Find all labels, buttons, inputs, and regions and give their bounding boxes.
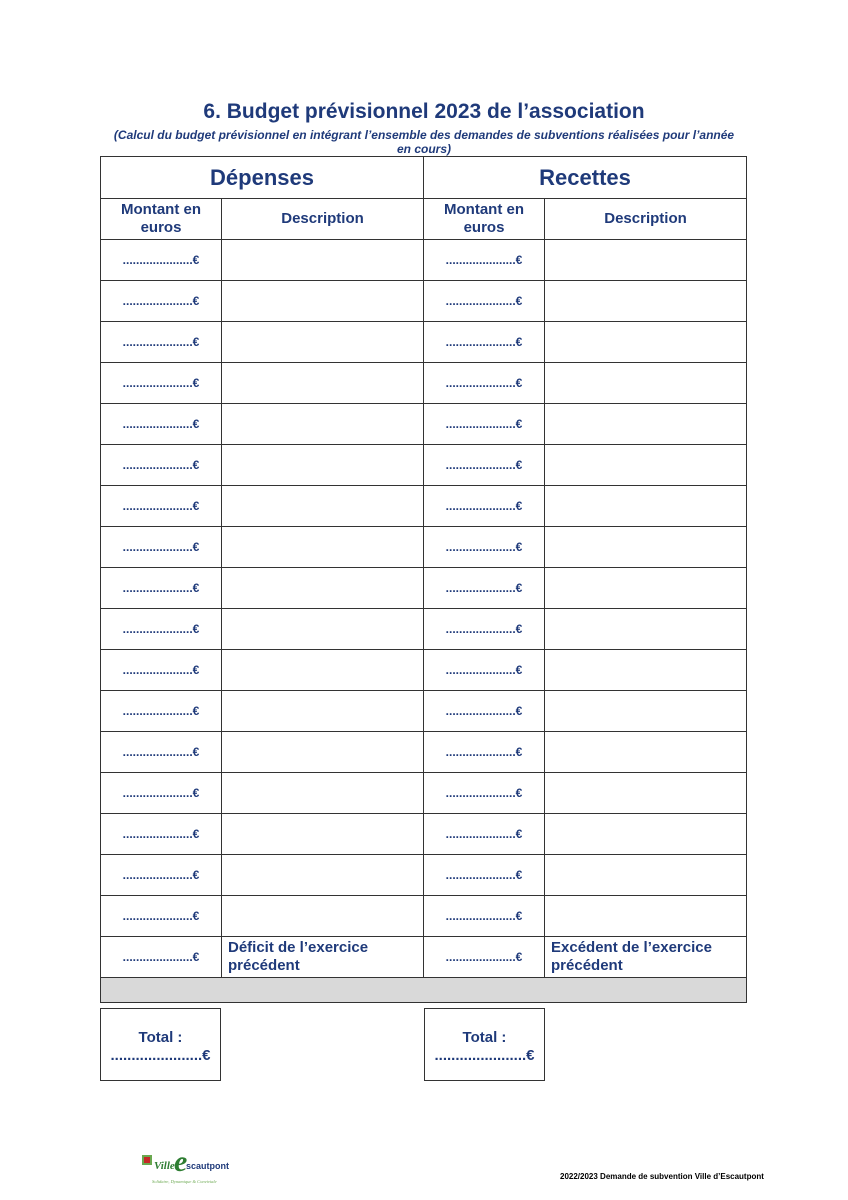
depense-description-cell[interactable] — [222, 896, 424, 937]
svg-text:Ville: Ville — [154, 1160, 175, 1172]
recette-amount-cell[interactable]: .....................€ — [424, 732, 545, 773]
recette-description-cell[interactable] — [545, 896, 747, 937]
recette-description-cell[interactable] — [545, 609, 747, 650]
recette-description-cell[interactable] — [545, 527, 747, 568]
depense-amount-cell[interactable]: .....................€ — [101, 855, 222, 896]
recette-amount-cell[interactable]: .....................€ — [424, 650, 545, 691]
page-title: 6. Budget prévisionnel 2023 de l’association — [203, 100, 645, 123]
header-description-recettes: Description — [545, 199, 747, 240]
recette-amount-cell[interactable]: .....................€ — [424, 363, 545, 404]
total-depenses-label: Total : — [138, 1029, 183, 1046]
depense-description-cell[interactable] — [222, 650, 424, 691]
recette-amount-cell[interactable]: .....................€ — [424, 609, 545, 650]
depense-description-cell[interactable] — [222, 568, 424, 609]
recette-amount-cell[interactable]: .....................€ — [424, 773, 545, 814]
recette-amount-cell[interactable]: .....................€ — [424, 814, 545, 855]
depense-description-cell[interactable] — [222, 404, 424, 445]
recette-description-cell[interactable] — [545, 773, 747, 814]
recette-description-cell[interactable] — [545, 445, 747, 486]
recette-description-cell[interactable] — [545, 240, 747, 281]
recette-amount-cell[interactable]: .....................€ — [424, 281, 545, 322]
depense-amount-cell[interactable]: .....................€ — [101, 568, 222, 609]
total-recettes[interactable] — [424, 1008, 545, 1081]
depense-amount-cell[interactable]: .....................€ — [101, 691, 222, 732]
depense-amount-cell[interactable]: .....................€ — [101, 773, 222, 814]
page-subtitle: (Calcul du budget prévisionnel en intégrant l’ensemble des demandes de subventions réalisées pour l’année en cours) — [113, 128, 735, 156]
depense-description-cell[interactable] — [222, 691, 424, 732]
recette-amount-cell[interactable]: .....................€ — [424, 322, 545, 363]
recette-amount-cell[interactable]: .....................€ — [424, 568, 545, 609]
budget-row — [101, 691, 747, 732]
budget-row — [101, 855, 747, 896]
svg-text:e: e — [174, 1145, 188, 1178]
budget-row — [101, 773, 747, 814]
depense-description-cell[interactable] — [222, 814, 424, 855]
depense-amount-cell[interactable]: .....................€ — [101, 650, 222, 691]
header-montant-depenses: Montant en euros — [101, 199, 222, 240]
depense-description-cell[interactable] — [222, 486, 424, 527]
recette-description-cell[interactable] — [545, 691, 747, 732]
svg-text:Solidaire, Dynamique & Convivi: Solidaire, Dynamique & Conviviale — [152, 1179, 217, 1184]
depense-description-cell[interactable] — [222, 732, 424, 773]
depense-amount-cell[interactable]: .....................€ — [101, 240, 222, 281]
total-recettes-value: ......................€ — [434, 1047, 535, 1064]
depense-amount-cell[interactable]: .....................€ — [101, 404, 222, 445]
recette-amount-cell[interactable]: .....................€ — [424, 691, 545, 732]
header-description-depenses: Description — [222, 199, 424, 240]
depense-description-cell[interactable] — [222, 527, 424, 568]
recette-amount-cell[interactable]: .....................€ — [424, 404, 545, 445]
depense-amount-cell[interactable]: .....................€ — [101, 486, 222, 527]
svg-text:scautpont: scautpont — [186, 1161, 230, 1171]
depense-amount-cell[interactable]: .....................€ — [101, 363, 222, 404]
depense-amount-cell[interactable]: .....................€ — [101, 814, 222, 855]
escautpont-logo — [140, 1145, 230, 1187]
budget-row — [101, 445, 747, 486]
deficit-amount-cell[interactable]: .....................€ — [101, 937, 222, 978]
budget-row — [101, 527, 747, 568]
recette-amount-cell[interactable]: .....................€ — [424, 445, 545, 486]
budget-row — [101, 732, 747, 773]
header-montant-recettes: Montant en euros — [424, 199, 545, 240]
recette-description-cell[interactable] — [545, 281, 747, 322]
header-recettes: Recettes — [424, 157, 747, 199]
recette-amount-cell[interactable]: .....................€ — [424, 896, 545, 937]
recette-description-cell[interactable] — [545, 855, 747, 896]
recette-amount-cell[interactable]: .....................€ — [424, 240, 545, 281]
depense-description-cell[interactable] — [222, 363, 424, 404]
depense-amount-cell[interactable]: .....................€ — [101, 445, 222, 486]
budget-row — [101, 568, 747, 609]
recette-description-cell[interactable] — [545, 568, 747, 609]
depense-amount-cell[interactable]: .....................€ — [101, 527, 222, 568]
depense-description-cell[interactable] — [222, 281, 424, 322]
depense-amount-cell[interactable]: .....................€ — [101, 322, 222, 363]
depense-description-cell[interactable] — [222, 855, 424, 896]
recette-description-cell[interactable] — [545, 322, 747, 363]
previous-year-row — [101, 937, 747, 978]
depense-description-cell[interactable] — [222, 322, 424, 363]
recette-description-cell[interactable] — [545, 814, 747, 855]
header-depenses: Dépenses — [101, 157, 424, 199]
depense-amount-cell[interactable]: .....................€ — [101, 281, 222, 322]
excedent-label: Excédent de l’exercice précédent — [545, 937, 747, 978]
recette-description-cell[interactable] — [545, 650, 747, 691]
depense-amount-cell[interactable]: .....................€ — [101, 896, 222, 937]
budget-row — [101, 363, 747, 404]
budget-row — [101, 240, 747, 281]
total-depenses[interactable] — [100, 1008, 221, 1081]
excedent-amount-cell[interactable]: .....................€ — [424, 937, 545, 978]
total-depenses-value: ......................€ — [110, 1047, 211, 1064]
total-recettes-label: Total : — [462, 1029, 507, 1046]
grey-separator — [101, 978, 747, 1003]
recette-amount-cell[interactable]: .....................€ — [424, 527, 545, 568]
budget-row — [101, 650, 747, 691]
depense-description-cell[interactable] — [222, 240, 424, 281]
budget-row — [101, 814, 747, 855]
recette-description-cell[interactable] — [545, 486, 747, 527]
recette-description-cell[interactable] — [545, 363, 747, 404]
recette-description-cell[interactable] — [545, 404, 747, 445]
depense-description-cell[interactable] — [222, 445, 424, 486]
recette-description-cell[interactable] — [545, 732, 747, 773]
budget-row — [101, 609, 747, 650]
budget-table — [100, 156, 747, 1003]
depense-description-cell[interactable] — [222, 609, 424, 650]
deficit-label: Déficit de l’exercice précédent — [222, 937, 424, 978]
recette-amount-cell[interactable]: .....................€ — [424, 855, 545, 896]
budget-row — [101, 281, 747, 322]
footer-text: 2022/2023 Demande de subvention Ville d’Escautpont — [560, 1172, 764, 1181]
budget-row — [101, 322, 747, 363]
budget-row — [101, 486, 747, 527]
depense-amount-cell[interactable]: .....................€ — [101, 732, 222, 773]
depense-amount-cell[interactable]: .....................€ — [101, 609, 222, 650]
budget-row — [101, 896, 747, 937]
grey-separator-row — [101, 978, 747, 1003]
budget-row — [101, 404, 747, 445]
recette-amount-cell[interactable]: .....................€ — [424, 486, 545, 527]
depense-description-cell[interactable] — [222, 773, 424, 814]
